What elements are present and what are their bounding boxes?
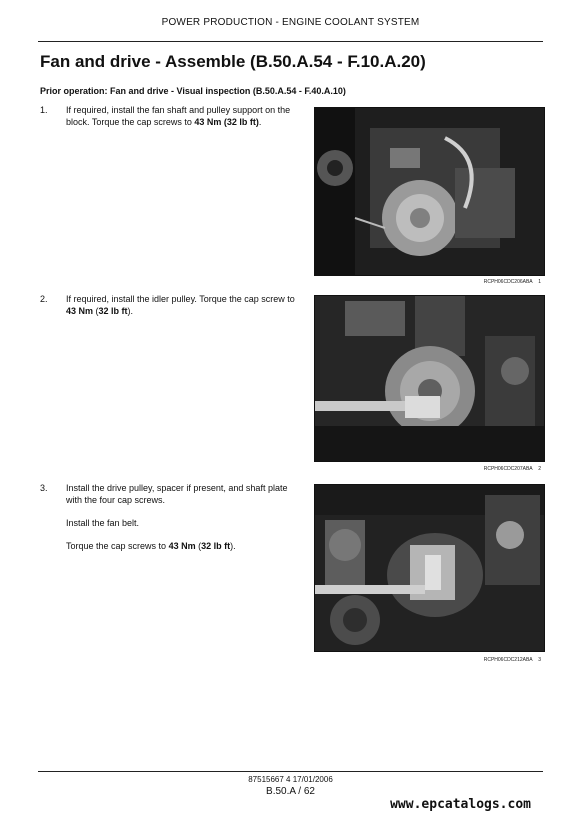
figure-2-caption: RCPH06CDC207ABA 2 xyxy=(483,466,541,472)
figure-3-caption: RCPH06CDC212ABA 3 xyxy=(483,657,541,663)
footer-page-number: B.50.A / 62 xyxy=(266,786,315,797)
footer-rule xyxy=(38,771,543,772)
header-rule xyxy=(38,41,543,42)
figure-1-photo xyxy=(314,107,545,276)
step-number: 3. xyxy=(40,483,48,493)
step-text: If required, install the fan shaft and pulley support on the block. Torque the cap screws to 43 Nm (32 lb ft). xyxy=(66,105,291,127)
page-header: POWER PRODUCTION - ENGINE COOLANT SYSTEM xyxy=(161,17,420,28)
step-number: 2. xyxy=(40,294,48,304)
page-title: Fan and drive - Assemble (B.50.A.54 - F.10.A.20) xyxy=(40,52,426,71)
figure-3-photo xyxy=(314,484,545,652)
step-text: If required, install the idler pulley. Torque the cap screw to 43 Nm (32 lb ft). xyxy=(66,294,295,316)
footer-doc-ref: 87515667 4 17/01/2006 xyxy=(248,775,333,784)
watermark-url[interactable]: www.epcatalogs.com xyxy=(390,797,531,812)
figure-2-photo xyxy=(314,295,545,462)
step-number: 1. xyxy=(40,105,48,115)
step-text: Install the drive pulley, spacer if present, and shaft plate with the four cap screws. Install the fan belt. Torque the cap screws to 43 Nm (32 lb ft). xyxy=(66,483,288,551)
prior-operation: Prior operation: Fan and drive - Visual inspection (B.50.A.54 - F.40.A.10) xyxy=(40,86,346,96)
figure-1-caption: RCPH06CDC206ABA 1 xyxy=(483,279,541,285)
